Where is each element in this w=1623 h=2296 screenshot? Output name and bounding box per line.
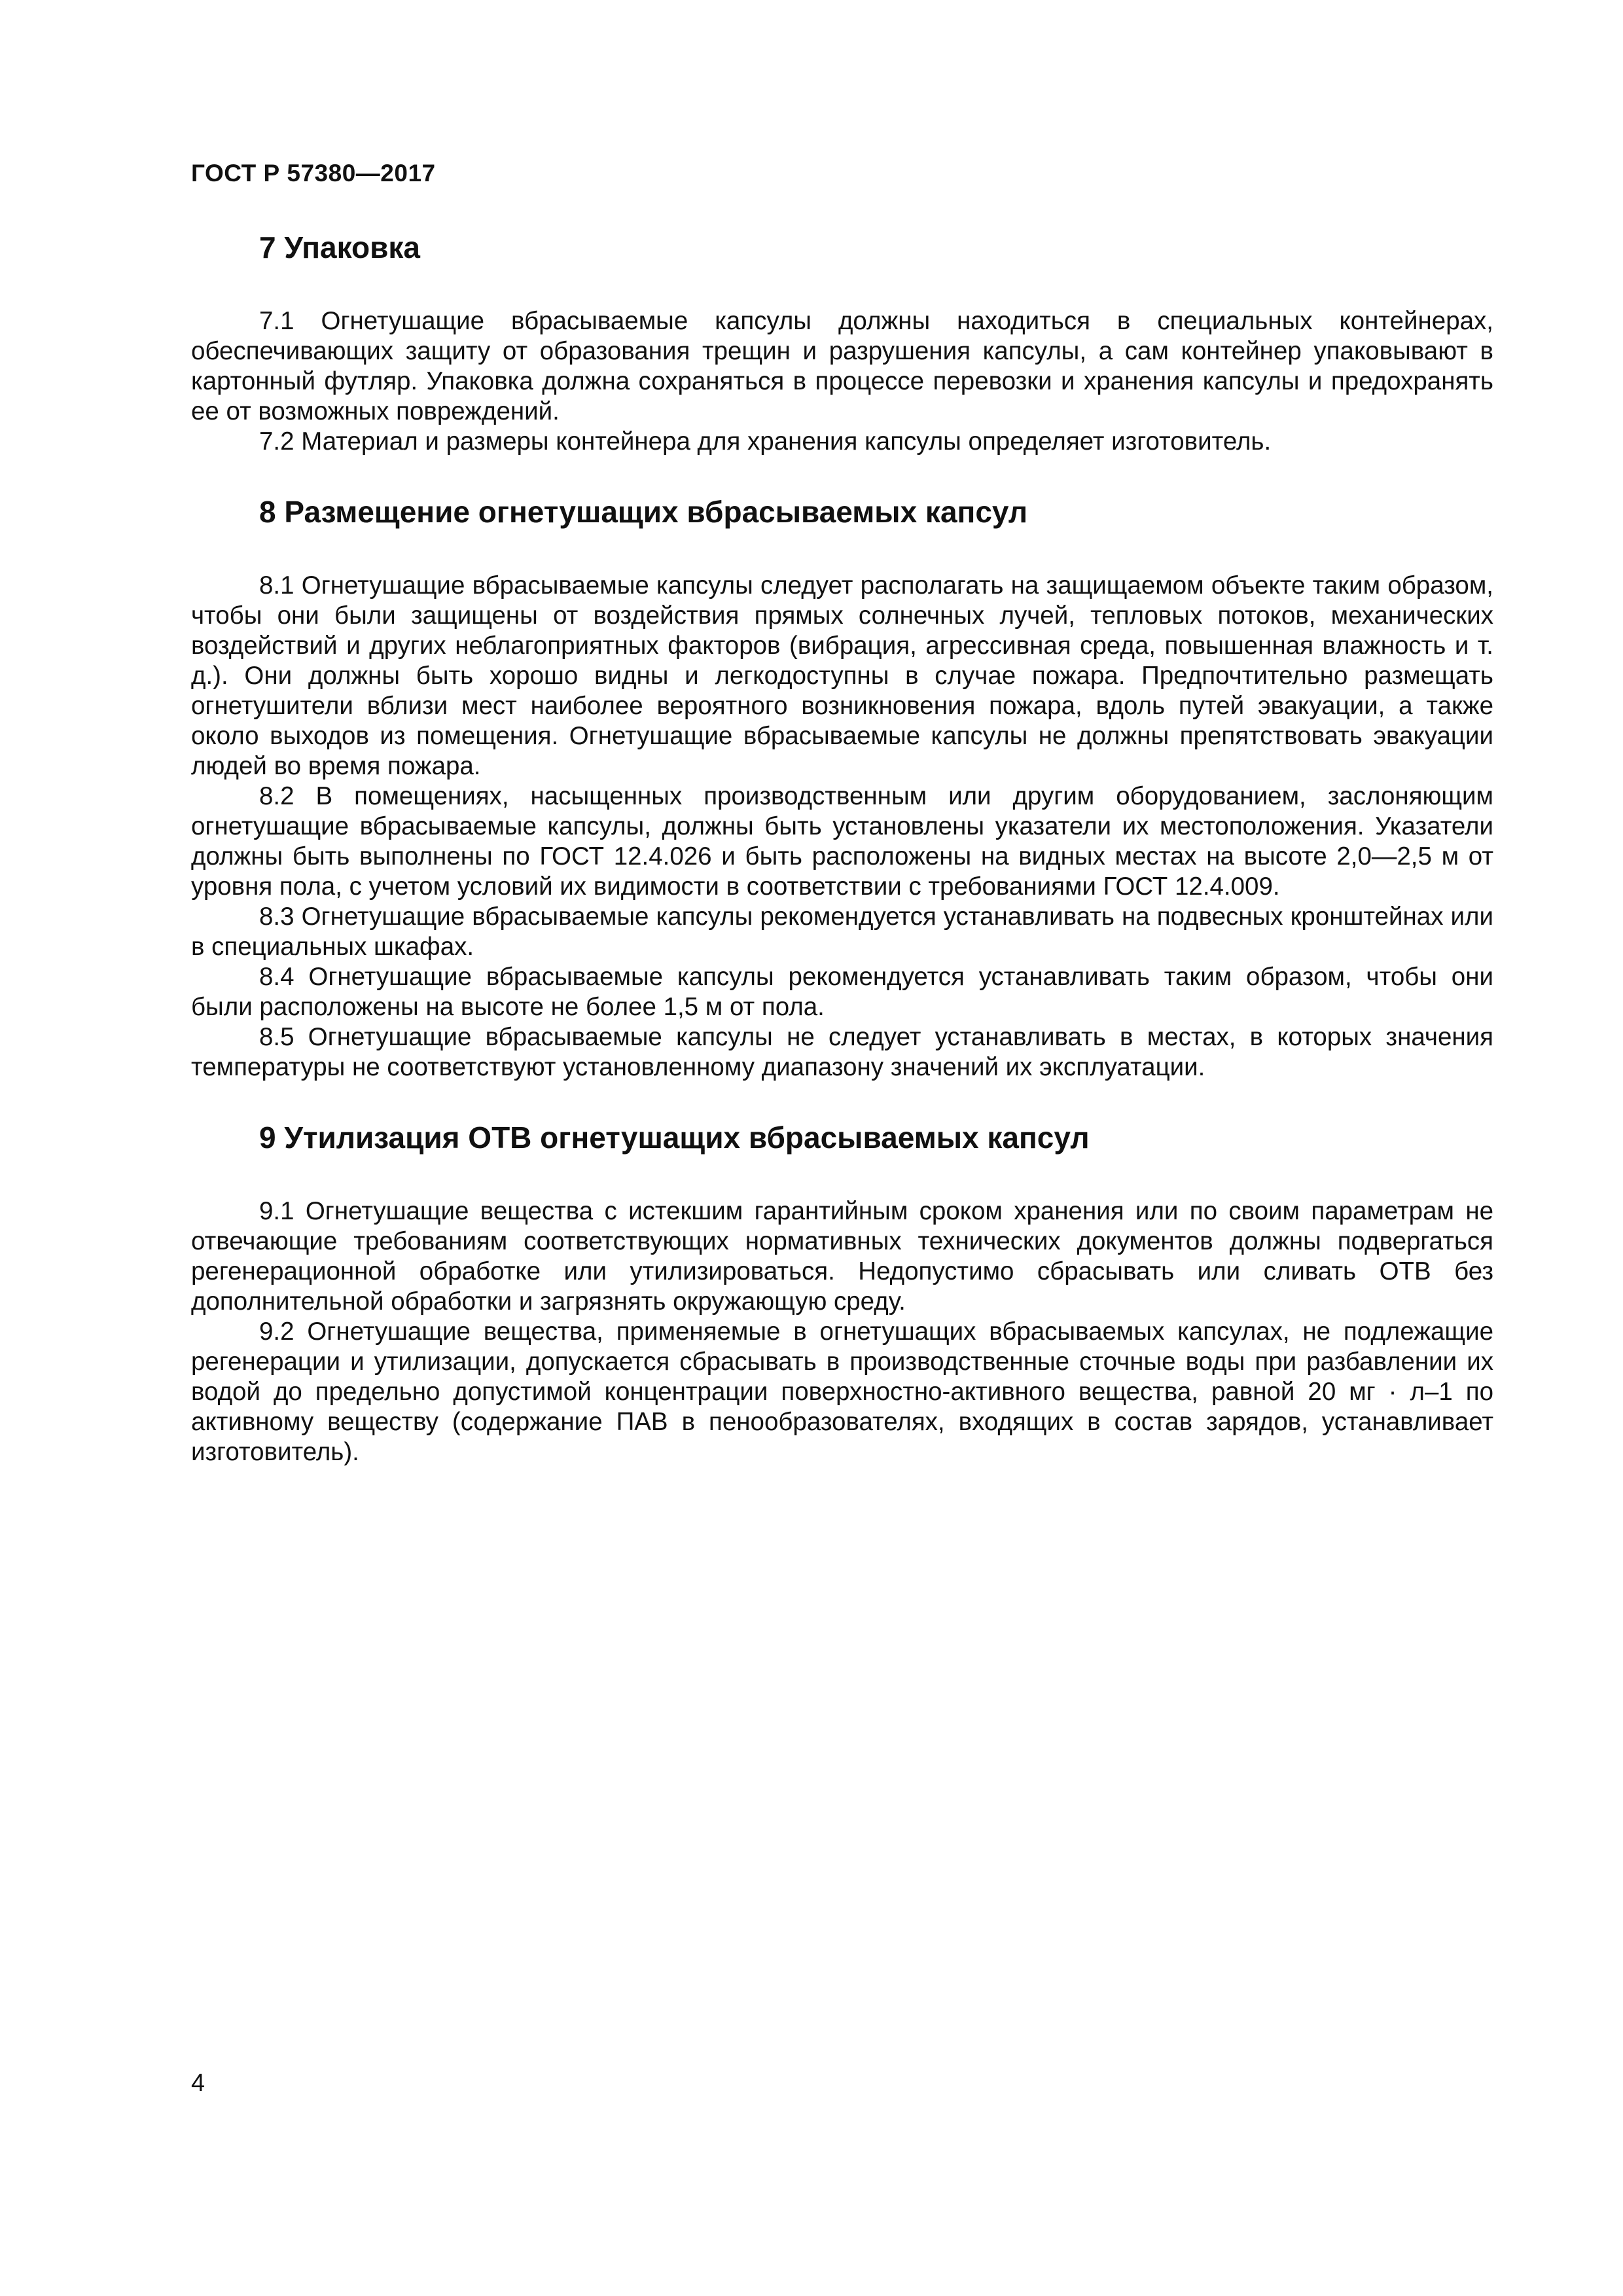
paragraph-9-2: 9.2 Огнетушащие вещества, применяемые в огнетушащих вбрасываемых капсулах, не подлежащие регенерации и утилизации, допускается сбрасывать в производственные сточные воды при разбавлении их водой до предельно допустимой концентрации поверхностно-активного вещества, равной 20 мг · л–1 по активному веществу (содержание ПАВ в пенообразователях, входящих в состав зарядов, устанавливает изготовитель). <box>191 1318 1493 1466</box>
paragraph-8-2: 8.2 В помещениях, насыщенных производственным или другим оборудованием, заслоняющим огнетушащие вбрасываемые капсулы, должны быть установлены указатели их местоположения. Указатели должны быть выполнены по ГОСТ 12.4.026 и быть расположены на видных местах на высоте 2,0—2,5 м от уровня пола, с учетом условий их видимости в соответствии с требованиями ГОСТ 12.4.009. <box>191 782 1493 901</box>
paragraph-8-3: 8.3 Огнетушащие вбрасываемые капсулы рекомендуется устанавливать на подвесных кронштейнах или в специальных шкафах. <box>191 903 1493 961</box>
section-title: 8 Размещение огнетушащих вбрасываемых капсул <box>259 495 1028 529</box>
paragraph-8-1: 8.1 Огнетушащие вбрасываемые капсулы следует располагать на защищаемом объекте таким образом, чтобы они были защищены от воздействия прямых солнечных лучей, тепловых потоков, механических воздействий и других неблагоприятных факторов (вибрация, агрессивная среда, повышенная влажность и т. д.). Они должны быть хорошо видны и легкодоступны в случае пожара. Предпочтительно размещать огнетушители вблизи мест наиболее вероятного возникновения пожара, вдоль путей эвакуации, а также около выходов из помещения. Огнетушащие вбрасываемые капсулы не должны препятствовать эвакуации людей во время пожара. <box>191 571 1493 780</box>
section-9-disposal <box>191 1119 1493 1467</box>
section-title: 7 Упаковка <box>259 230 420 264</box>
paragraph-7-2: 7.2 Материал и размеры контейнера для хранения капсулы определяет изготовитель. <box>259 427 1272 456</box>
page-number: 4 <box>191 2070 205 2097</box>
paragraph-8-5: 8.5 Огнетушащие вбрасываемые капсулы не следует устанавливать в местах, в которых значения температуры не соответствуют установленному диапазону значений их эксплуатации. <box>191 1023 1493 1081</box>
section-title: 9 Утилизация ОТВ огнетушащих вбрасываемых капсул <box>259 1121 1090 1155</box>
paragraph-8-4: 8.4 Огнетушащие вбрасываемые капсулы рекомендуется устанавливать таким образом, чтобы они были расположены на высоте не более 1,5 м от пола. <box>191 963 1493 1021</box>
paragraph-9-1: 9.1 Огнетушащие вещества с истекшим гарантийным сроком хранения или по своим параметрам не отвечающие требованиям соответствующих нормативных технических документов должны подвергаться регенерационной обработке или утилизироваться. Недопустимо сбрасывать или сливать ОТВ без дополнительной обработки и загрязнять окружающую среду. <box>191 1197 1493 1316</box>
section-8-placement <box>191 493 1493 1083</box>
document-code-header: ГОСТ Р 57380—2017 <box>191 160 436 187</box>
document-body <box>191 229 1493 1504</box>
paragraph-7-1: 7.1 Огнетушащие вбрасываемые капсулы должны находиться в специальных контейнерах, обеспечивающих защиту от образования трещин и разрушения капсулы, а сам контейнер упаковывают в картонный футляр. Упаковка должна сохраняться в процессе перевозки и хранения капсулы и предохранять ее от возможных повреждений. <box>191 307 1493 425</box>
section-7-packaging <box>191 229 1493 457</box>
